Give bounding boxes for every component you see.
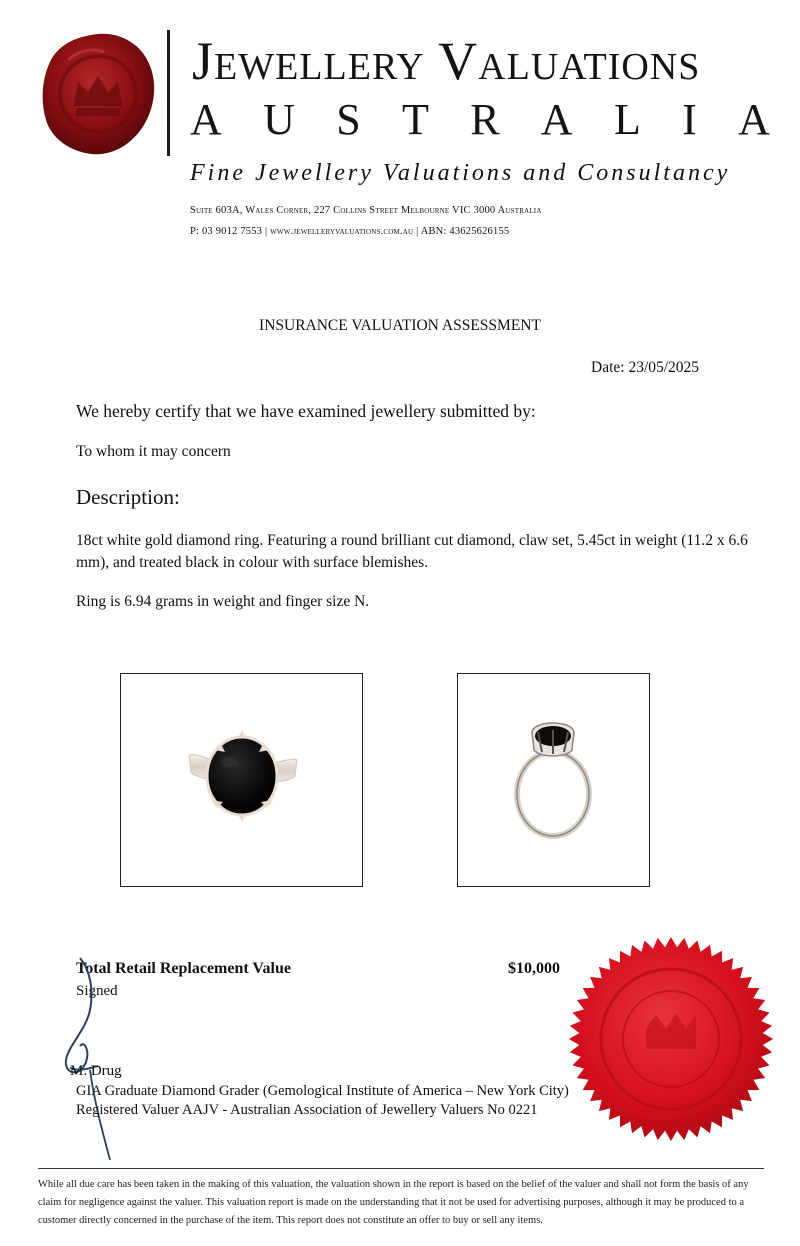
black-diamond-ring-front-icon bbox=[121, 674, 362, 886]
signed-label: Signed bbox=[76, 983, 118, 999]
signer-name: M. Drug bbox=[70, 1063, 122, 1079]
signer-credential-aajv: Registered Valuer AAJV - Australian Association of Jewellery Valuers No 0221 bbox=[76, 1102, 538, 1118]
red-foil-seal-icon bbox=[566, 933, 776, 1145]
country-letter: U bbox=[263, 95, 295, 144]
country-letter: A bbox=[540, 95, 573, 144]
country-letter: T bbox=[401, 95, 429, 144]
document-date: Date: 23/05/2025 bbox=[591, 359, 700, 376]
company-name: Jewellery Valuations bbox=[192, 31, 701, 91]
company-tagline: Fine Jewellery Valuations and Consultancy bbox=[190, 160, 731, 186]
footer-disclaimer: While all due care has been taken in the making of this valuation, the valuation shown in the report is based on the belief of the valuer and shall not form the basis of any claim for negligence against the valuer. This valuation report is made on the understanding that it not be used for advertising purposes, although it may be produced to a customer directly concerned in the purchase of the item. This report does not constitute an offer to buy or sell any items. bbox=[38, 1179, 749, 1226]
valuation-label: Total Retail Replacement Value bbox=[76, 960, 291, 977]
ring-details: Ring is 6.94 grams in weight and finger size N. bbox=[76, 593, 370, 610]
ring-photo-front bbox=[120, 673, 363, 887]
signer-credential-gia: GIA Graduate Diamond Grader (Gemological Institute of America – New York City) bbox=[76, 1083, 569, 1099]
country-letter: S bbox=[336, 95, 361, 144]
submitter-name: To whom it may concern bbox=[76, 443, 231, 460]
country-letter: A bbox=[190, 95, 222, 144]
handwritten-signature-icon bbox=[50, 950, 160, 1170]
description-text: 18ct white gold diamond ring. Featuring a round brilliant cut diamond, claw set, 5.45ct in weight (11.2 x 6.6 mm), and treated black in colour with surface blemishes. bbox=[76, 532, 748, 571]
valuation-amount: $10,000 bbox=[508, 960, 560, 977]
ring-photo-side bbox=[457, 673, 650, 887]
wax-seal-logo-icon bbox=[38, 30, 158, 160]
company-address: Suite 603A, Wales Corner, 227 Collins Street Melbourne VIC 3000 Australia bbox=[190, 205, 542, 216]
black-diamond-ring-side-icon bbox=[458, 674, 649, 886]
certify-statement: We hereby certify that we have examined jewellery submitted by: bbox=[76, 401, 536, 421]
document-title: INSURANCE VALUATION ASSESSMENT bbox=[259, 317, 541, 334]
company-contact: P: 03 9012 7553 | www.jewelleryvaluations.com.au | ABN: 43625626155 bbox=[190, 226, 510, 237]
header-divider bbox=[167, 30, 170, 156]
country-letter: I bbox=[682, 95, 697, 144]
description-heading: Description: bbox=[76, 485, 180, 509]
country-letter: R bbox=[470, 95, 500, 144]
footer-divider bbox=[38, 1168, 764, 1169]
country-letter: L bbox=[613, 95, 641, 144]
country-letter: A bbox=[738, 95, 770, 144]
company-country bbox=[190, 95, 770, 144]
